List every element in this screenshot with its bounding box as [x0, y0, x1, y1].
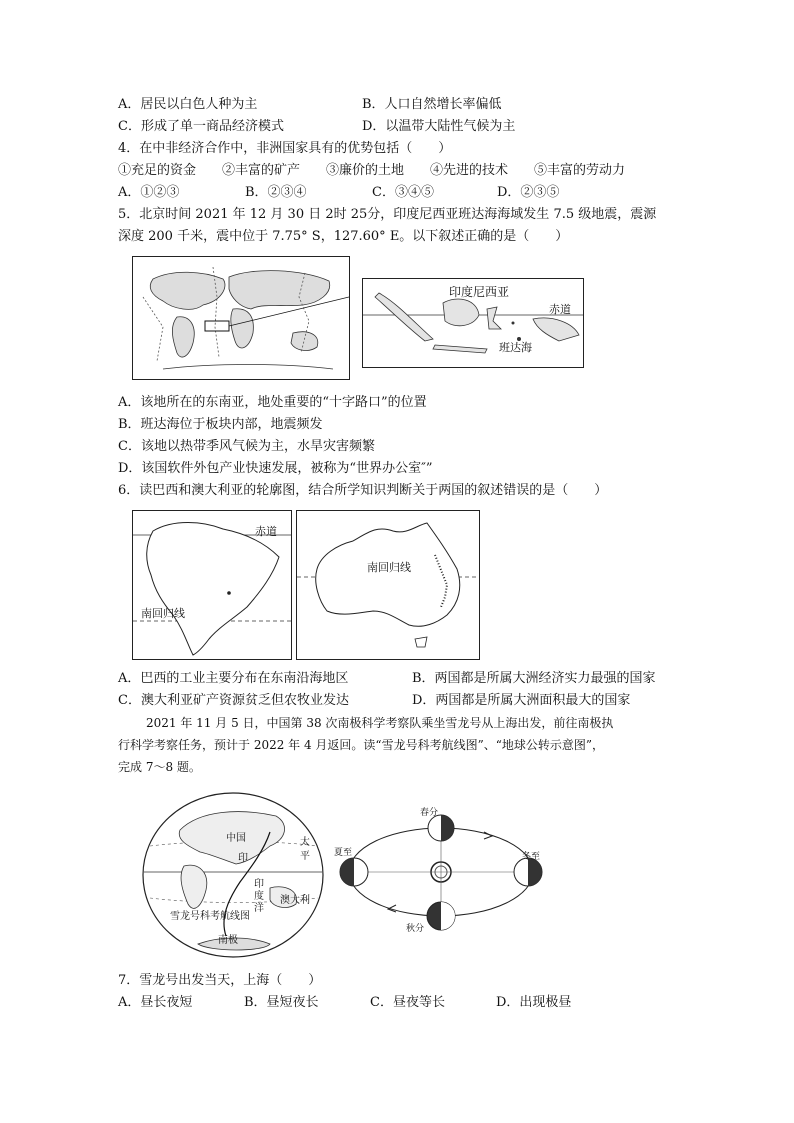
q7-option-b[interactable]: B．昼短夜长 [244, 995, 319, 1010]
xuelong-route-globe [140, 790, 326, 960]
label-winter-solstice: 冬至 [522, 852, 541, 862]
q3-option-b[interactable]: B．人口自然增长率偏低 [362, 97, 502, 112]
equator-label: 赤道 [549, 303, 571, 316]
passage-line3: 完成 7～8 题。 [118, 760, 201, 774]
world-plates-map [132, 256, 350, 380]
q5-option-c[interactable]: C．该地以热带季风气候为主，水旱灾害频繁 [118, 439, 375, 454]
q5-option-d[interactable]: D．该国软件外包产业快速发展，被称为“世界办公室″” [118, 461, 433, 476]
brazil-outline-map [132, 510, 292, 660]
australia-tropic-label: 南回归线 [367, 561, 411, 574]
q7-stem: 7．雪龙号出发当天，上海（ ） [118, 973, 322, 988]
q4-option-b[interactable]: B．②③④ [245, 185, 307, 200]
q7-option-c[interactable]: C．昼夜等长 [370, 995, 445, 1010]
label-australia: 澳大利 [280, 895, 310, 906]
label-indian-2: 度 [254, 891, 264, 902]
q7-option-a[interactable]: A．昼长夜短 [118, 995, 193, 1010]
label-indian-1: 印 [254, 879, 264, 890]
q3-option-a[interactable]: A．居民以白色人种为主 [118, 97, 258, 112]
q6-option-b[interactable]: B．两国都是所属大洲经济实力最强的国家 [412, 671, 656, 686]
q4-stem: 4．在中非经济合作中，非洲国家具有的优势包括（ ） [118, 141, 452, 156]
q5-option-b[interactable]: B．班达海位于板块内部，地震频发 [118, 417, 323, 432]
label-pacific-2: 平 [300, 851, 310, 862]
label-spring-equinox: 春分 [420, 808, 439, 818]
earth-orbit-diagram [334, 800, 548, 940]
brazil-tropic-label: 南回归线 [141, 607, 185, 620]
indonesia-map [362, 278, 584, 368]
label-india: 印 [238, 853, 248, 864]
q5-option-a[interactable]: A．该地所在的东南亚，地处重要的“十字路口”的位置 [118, 395, 427, 410]
q5-stem-line2: 深度 200 千米，震中位于 7.75° S，127.60° E。以下叙述正确的是（ ） [118, 229, 569, 244]
q4-choices: ①充足的资金 ②丰富的矿产 ③廉价的土地 ④先进的技术 ⑤丰富的劳动力 [118, 163, 626, 178]
australia-outline-map [296, 510, 480, 660]
q6-option-d[interactable]: D．两国都是所属大洲面积最大的国家 [412, 693, 631, 708]
passage-line1: 2021 年 11 月 5 日，中国第 38 次南极科学考察队乘坐雪龙号从上海出发，前往南极执 [146, 716, 614, 730]
q4-option-d[interactable]: D．②③⑤ [497, 185, 560, 200]
indonesia-title: 印度尼西亚 [449, 285, 510, 299]
q6-option-a[interactable]: A．巴西的工业主要分布在东南沿海地区 [118, 671, 349, 686]
q6-option-c[interactable]: C．澳大利亚矿产资源贫乏但农牧业发达 [118, 693, 349, 708]
q3-option-d[interactable]: D．以温带大陆性气候为主 [362, 119, 516, 134]
passage-line2: 行科学考察任务，预计于 2022 年 4 月返回。读“雪龙号科考航线图”、“地球公转示意图”， [118, 738, 604, 752]
q5-stem-line1: 5．北京时间 2021 年 12 月 30 日 2时 25分，印度尼西亚班达海海域发生 7.5 级地震，震源 [118, 207, 657, 222]
label-china: 中国 [226, 833, 246, 844]
q3-option-c[interactable]: C．形成了单一商品经济模式 [118, 119, 284, 134]
brazil-equator-label: 赤道 [255, 525, 277, 538]
label-antarctic: 南极 [218, 935, 238, 946]
banda-sea-label: 班达海 [499, 341, 532, 354]
q6-stem: 6．读巴西和澳大利亚的轮廓图，结合所学知识判断关于两国的叙述错误的是（ ） [118, 483, 608, 498]
label-autumn-equinox: 秋分 [406, 924, 425, 934]
q4-option-a[interactable]: A．①②③ [118, 185, 180, 200]
label-route: 雪龙号科考航线图 [170, 911, 250, 922]
q7-option-d[interactable]: D．出现极昼 [496, 995, 572, 1010]
label-indian-3: 洋 [254, 903, 264, 914]
label-pacific-1: 太 [300, 837, 310, 848]
label-summer-solstice: 夏至 [334, 848, 353, 858]
q4-option-c[interactable]: C．③④⑤ [372, 185, 434, 200]
